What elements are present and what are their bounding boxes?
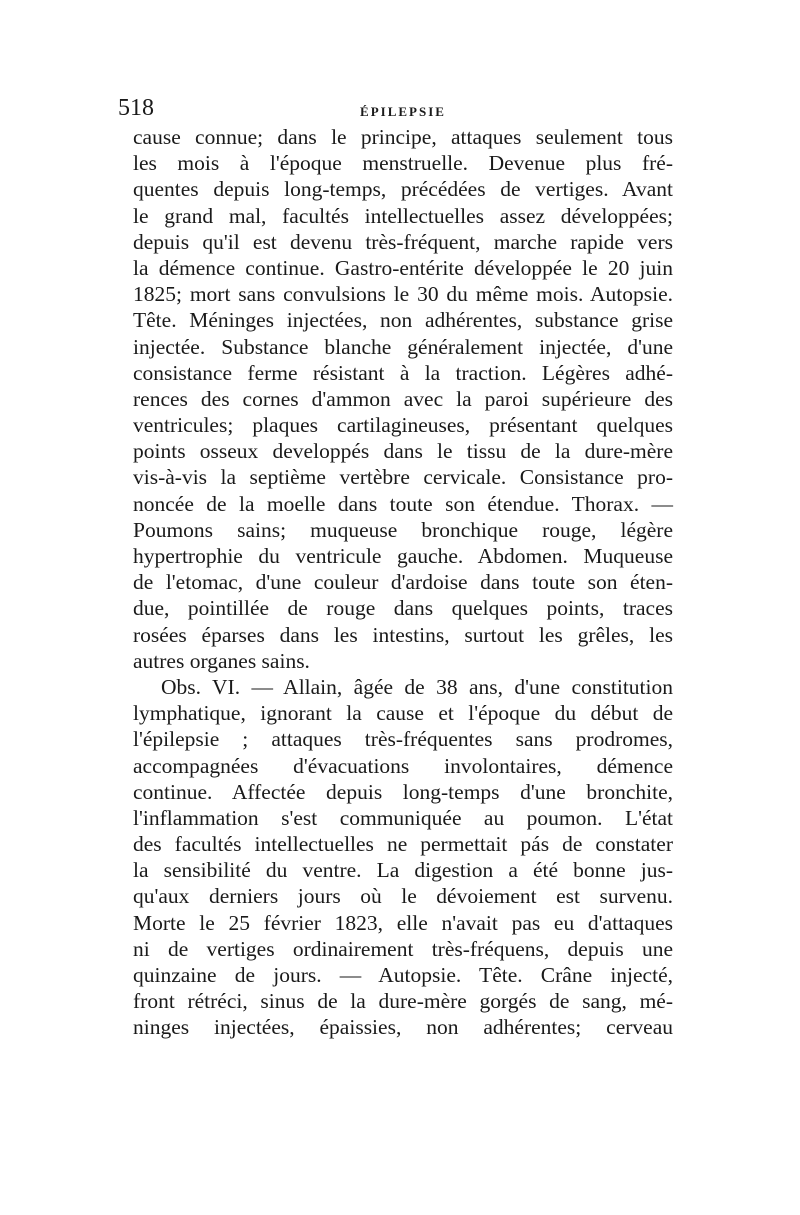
text-line: ninges injectées, épaissies, non adhérentes; cerveau bbox=[133, 1015, 673, 1040]
text-line: due, pointillée de rouge dans quelques points, traces bbox=[133, 596, 673, 621]
text-line: injectée. Substance blanche généralement injectée, d'une bbox=[133, 334, 673, 359]
text-line: le grand mal, facultés intellectuelles assez développées; bbox=[133, 203, 673, 228]
text-line: consistance ferme résistant à la traction. Légères adhé- bbox=[133, 360, 673, 385]
text-line: vis-à-vis la septième vertèbre cervicale. Consistance pro- bbox=[133, 465, 673, 490]
text-line: cause connue; dans le principe, attaques seulement tous bbox=[133, 125, 673, 149]
text-line: les mois à l'époque menstruelle. Devenue plus fré- bbox=[133, 151, 673, 176]
text-line: hypertrophie du ventricule gauche. Abdomen. Muqueuse bbox=[133, 544, 673, 568]
text-line: noncée de la moelle dans toute son étendue. Thorax. — bbox=[133, 491, 673, 516]
text-line: quentes depuis long-temps, précédées de vertiges. Avant bbox=[133, 177, 673, 202]
text-line: continue. Affectée depuis long-temps d'une bronchite, bbox=[133, 779, 673, 804]
observation-heading-line: Obs. VI. — Allain, âgée de 38 ans, d'une constitution bbox=[161, 674, 673, 699]
text-line: des facultés intellectuelles ne permettait pás de constater bbox=[133, 832, 673, 857]
text-line: de l'etomac, d'une couleur d'ardoise dans toute son éten- bbox=[133, 570, 673, 595]
text-line: ni de vertiges ordinairement très-fréquens, depuis une bbox=[133, 936, 673, 961]
text-line: depuis qu'il est devenu très-fréquent, marche rapide vers bbox=[133, 229, 673, 254]
page-number: 518 bbox=[118, 95, 154, 121]
text-line: accompagnées d'évacuations involontaires, démence bbox=[133, 753, 673, 778]
body-text bbox=[133, 124, 673, 1041]
text-line: l'inflammation s'est communiquée au poumon. L'état bbox=[133, 805, 673, 830]
page-header bbox=[112, 88, 672, 120]
text-line: rosées éparses dans les intestins, surtout les grêles, les bbox=[133, 622, 673, 647]
text-line: qu'aux derniers jours où le dévoiement est survenu. bbox=[133, 884, 673, 909]
text-line: points osseux developpés dans le tissu de la dure-mère bbox=[133, 439, 673, 464]
text-line: 1825; mort sans convulsions le 30 du même mois. Autopsie. bbox=[133, 282, 673, 307]
text-line: ventricules; plaques cartilagineuses, présentant quelques bbox=[133, 413, 673, 438]
text-line: Morte le 25 février 1823, elle n'avait pas eu d'attaques bbox=[133, 910, 673, 935]
text-line: autres organes sains. bbox=[133, 648, 310, 673]
text-line: quinzaine de jours. — Autopsie. Tête. Crâne injecté, bbox=[133, 963, 673, 987]
text-line: Tête. Méninges injectées, non adhérentes, substance grise bbox=[133, 308, 673, 333]
text-line: Poumons sains; muqueuse bronchique rouge, légère bbox=[133, 517, 673, 542]
text-line: l'épilepsie ; attaques très-fréquentes sans prodromes, bbox=[133, 727, 673, 752]
text-line: rences des cornes d'ammon avec la paroi supérieure des bbox=[133, 386, 673, 411]
text-line: la sensibilité du ventre. La digestion a été bonne jus- bbox=[133, 858, 673, 883]
text-line: la démence continue. Gastro-entérite développée le 20 juin bbox=[133, 255, 673, 280]
text-line: front rétréci, sinus de la dure-mère gorgés de sang, mé- bbox=[133, 989, 673, 1014]
text-line: lymphatique, ignorant la cause et l'époque du début de bbox=[133, 701, 673, 726]
running-head: ÉPILEPSIE bbox=[360, 104, 446, 119]
